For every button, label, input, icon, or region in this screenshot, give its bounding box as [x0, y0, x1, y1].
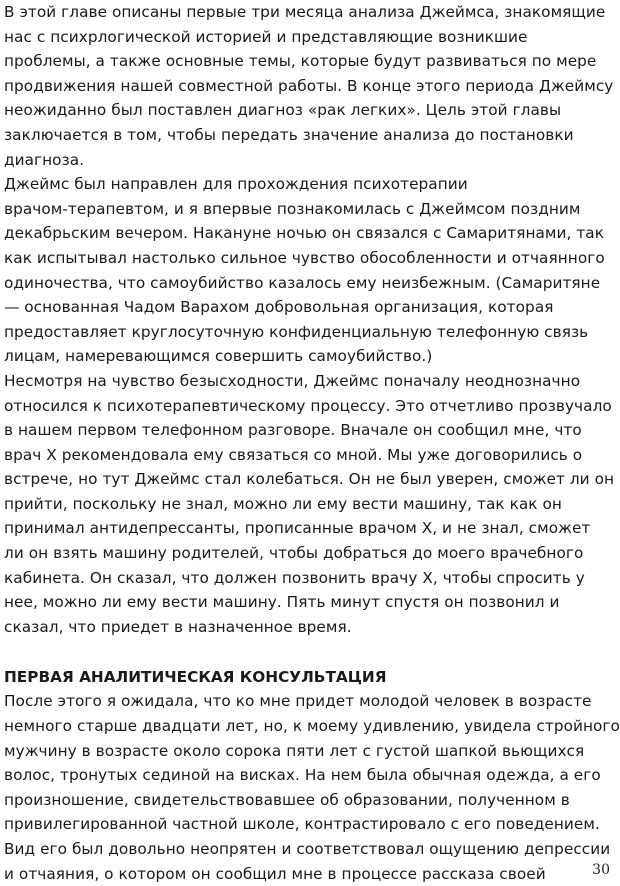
text-line: в нашем первом телефонном разговоре. Вначале он сообщил мне, что: [4, 421, 582, 440]
text-line: нее, можно ли ему вести машину. Пять минут спустя он позвонил и: [4, 593, 560, 612]
text-line: В этой главе описаны первые три месяца анализа Джеймса, знакомящие: [4, 3, 606, 21]
text-line: Джеймс был направлен для прохождения психотерапии: [4, 175, 468, 194]
text-line: заключается в том, чтобы передать значение анализа до постановки: [4, 125, 574, 144]
text-line: волос, тронутых сединой на висках. На нем была обычная одежда, а его: [4, 766, 601, 785]
page-number: 30: [592, 862, 610, 878]
text-line: прийти, поскольку не знал, можно ли ему вести машину, так как он: [4, 494, 562, 513]
text-line: привилегированной частной школе, контрастировало с его поведением.: [4, 815, 600, 834]
text-line: продвижения нашей совместной работы. В конце этого периода Джеймсу: [4, 76, 614, 95]
text-line: неожиданно был поставлен диагноз «рак легких». Цель этой главы: [4, 101, 562, 120]
text-line: одиночества, что самоубийство казалось ему неизбежным. (Самаритяне: [4, 273, 601, 292]
text-line: нас с психрлогической историей и представляющие возникшие: [4, 27, 528, 46]
section-gap: [4, 639, 614, 665]
text-line: произношение, свидетельствовавшее об образовании, полученном в: [4, 790, 570, 809]
text-line: немного старше двадцати лет, но, к моему удивлению, увидела стройного: [4, 717, 620, 736]
text-line: Вид его был довольно неопрятен и соответствовал ощущению депрессии: [4, 840, 611, 858]
intro-paragraph: [4, 0, 614, 172]
text-line: лицам, намеревающимся совершить самоубийство.): [4, 347, 433, 366]
ambivalence-paragraph: [4, 369, 614, 640]
text-line: встрече, но тут Джеймс стал колебаться. Он не был уверен, сможет ли он: [4, 470, 615, 489]
text-line: относился к психотерапевтическому процессу. Это отчетливо прозвучало: [4, 396, 612, 415]
text-line: как испытывал настолько сильное чувство обособленности и отчаянного: [4, 248, 605, 267]
text-line: и отчаяния, о котором он сообщил мне в процессе рассказа своей: [4, 864, 546, 883]
section-heading: ПЕРВАЯ АНАЛИТИЧЕСКАЯ КОНСУЛЬТАЦИЯ: [4, 668, 387, 687]
text-line: кабинета. Он сказал, что должен позвонить врачу X, чтобы спросить у: [4, 568, 585, 587]
text-line: декабрьским вечером. Накануне ночью он связался с Самаритянами, так: [4, 224, 605, 243]
text-line: мужчину в возрасте около сорока пяти лет с густой шапкой вьющихся: [4, 741, 585, 760]
text-line: ли он взять машину родителей, чтобы добраться до моего врачебного: [4, 544, 584, 563]
text-line: принимал антидепрессанты, прописанные врачом X, и не знал, сможет: [4, 519, 591, 538]
consultation-paragraph: [4, 689, 620, 886]
text-line: диагноза.: [4, 150, 85, 169]
text-line: проблемы, а также основные темы, которые будут развиваться по мере: [4, 52, 597, 71]
text-line: врач X рекомендовала ему связаться со мной. Мы уже договорились о: [4, 445, 583, 464]
text-line: сказал, что приедет в назначенное время.: [4, 617, 352, 636]
text-line: — основанная Чадом Варахом добровольная организация, которая: [4, 298, 554, 317]
text-line: врачом-терапевтом, и я впервые познакомилась с Джеймсом поздним: [4, 199, 581, 218]
referral-paragraph: [4, 172, 614, 369]
text-line: После этого я ожидала, что ко мне придет молодой человек в возрасте: [4, 692, 592, 711]
text-line: Несмотря на чувство безысходности, Джеймс поначалу неоднозначно: [4, 371, 581, 390]
text-line: предоставляет круглосуточную конфиденциальную телефонную связь: [4, 322, 589, 341]
